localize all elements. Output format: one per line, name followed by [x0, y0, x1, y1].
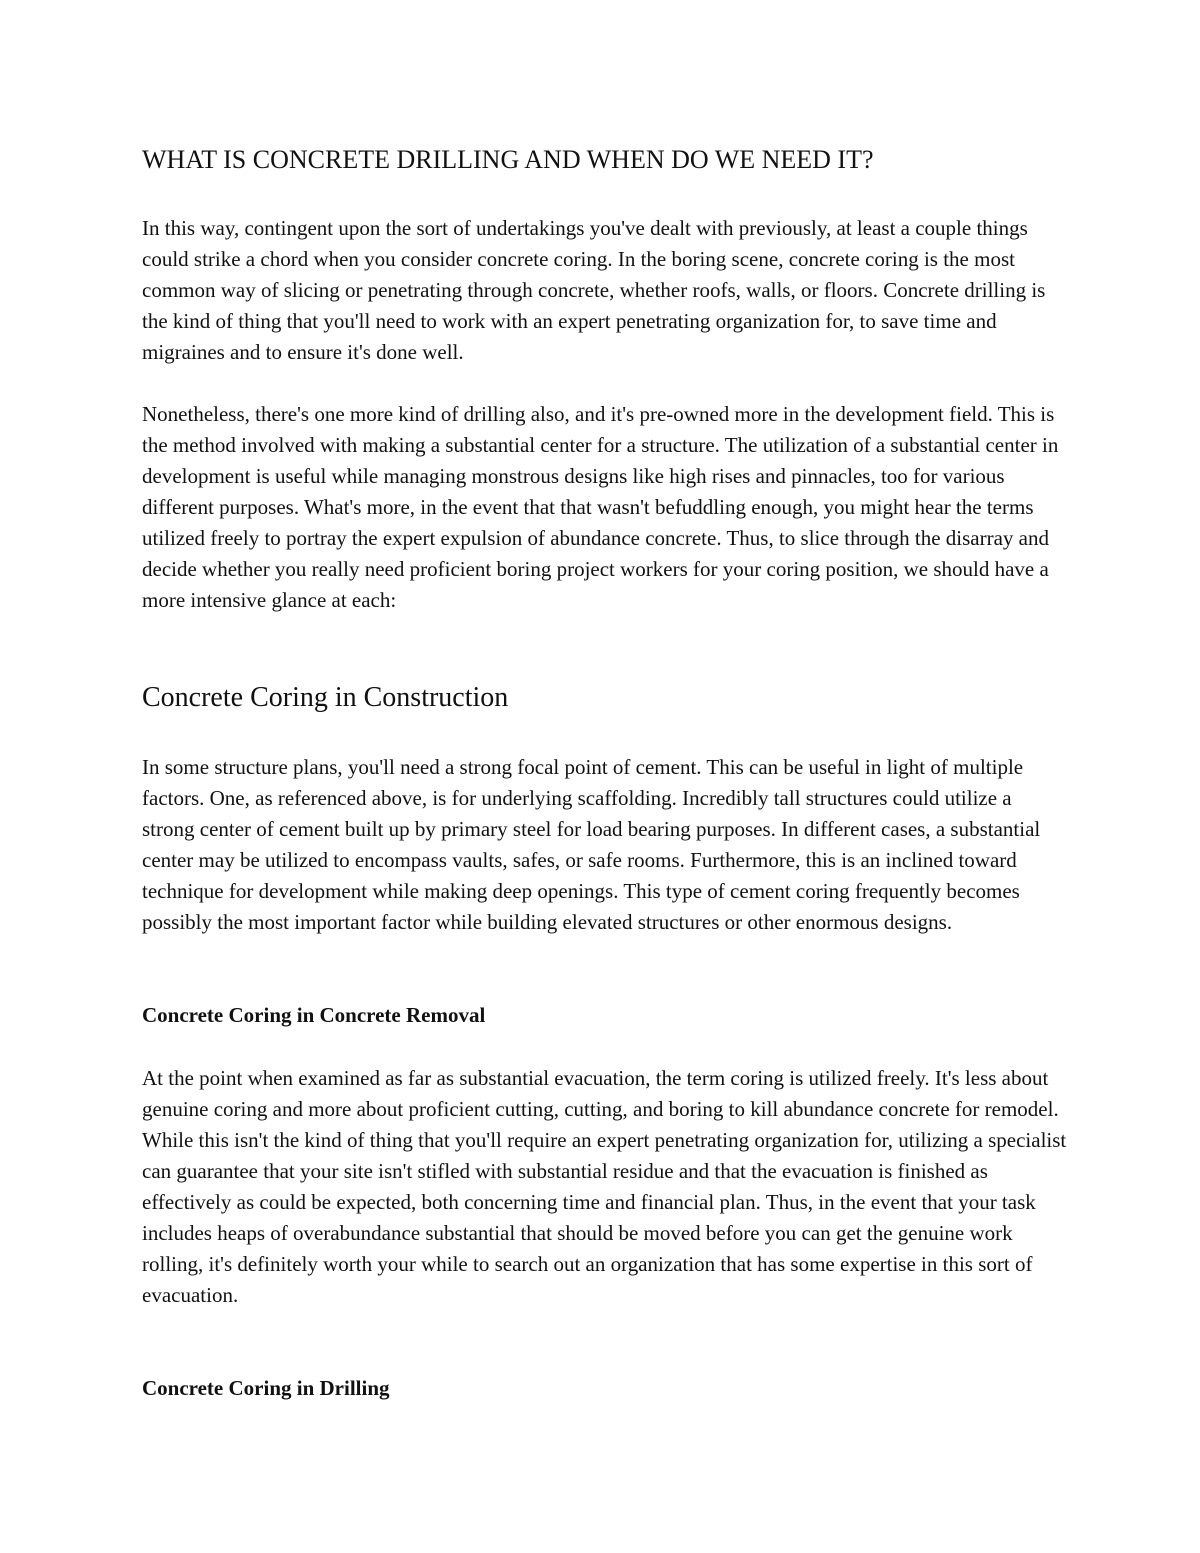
paragraph-development: Nonetheless, there's one more kind of drilling also, and it's pre-owned more in the development field. This is the method involved with making a substantial center for a structure. The utilization of a substantial center in development is useful while managing monstrous designs like high rises and pinnacles, too for various different purposes. What's more, in the event that that wasn't befuddling enough, you might hear the terms utilized freely to portray the expert expulsion of abundance concrete. Thus, to slice through the disarray and decide whether you really need proficient boring project workers for your coring position, we should have a more intensive glance at each: — [142, 402, 1059, 612]
section-heading-drilling: Concrete Coring in Drilling — [142, 1376, 390, 1400]
paragraph-concrete-removal: At the point when examined as far as substantial evacuation, the term coring is utilized freely. It's less about genuine coring and more about proficient cutting, cutting, and boring to kill abundance concrete for remodel. While this isn't the kind of thing that you'll require an expert penetrating organization for, utilizing a specialist can guarantee that your site isn't stifled with substantial residue and that the evacuation is finished as effectively as could be expected, both concerning time and financial plan. Thus, in the event that your task includes heaps of overabundance substantial that should be moved before you can get the genuine work rolling, it's definitely worth your while to search out an organization that has some expertise in this sort of evacuation. — [142, 1066, 1067, 1307]
section-heading-construction: Concrete Coring in Construction — [142, 682, 509, 713]
paragraph-intro: In this way, contingent upon the sort of undertakings you've dealt with previously, at least a couple things could strike a chord when you consider concrete coring. In the boring scene, concrete coring is the most common way of slicing or penetrating through concrete, whether roofs, walls, or floors. Concrete drilling is the kind of thing that you'll need to work with an expert penetrating organization for, to save time and migraines and to ensure it's done well. — [142, 216, 1046, 364]
section-heading-concrete-removal: Concrete Coring in Concrete Removal — [142, 1003, 486, 1027]
document-title: WHAT IS CONCRETE DRILLING AND WHEN DO WE NEED IT? — [142, 145, 874, 174]
paragraph-construction: In some structure plans, you'll need a strong focal point of cement. This can be useful in light of multiple factors. One, as referenced above, is for underlying scaffolding. Incredibly tall structures could utilize a strong center of cement built up by primary steel for load bearing purposes. In different cases, a substantial center may be utilized to encompass vaults, safes, or safe rooms. Furthermore, this is an inclined toward technique for development while making deep openings. This type of cement coring frequently becomes possibly the most important factor while building elevated structures or other enormous designs. — [142, 755, 1041, 934]
